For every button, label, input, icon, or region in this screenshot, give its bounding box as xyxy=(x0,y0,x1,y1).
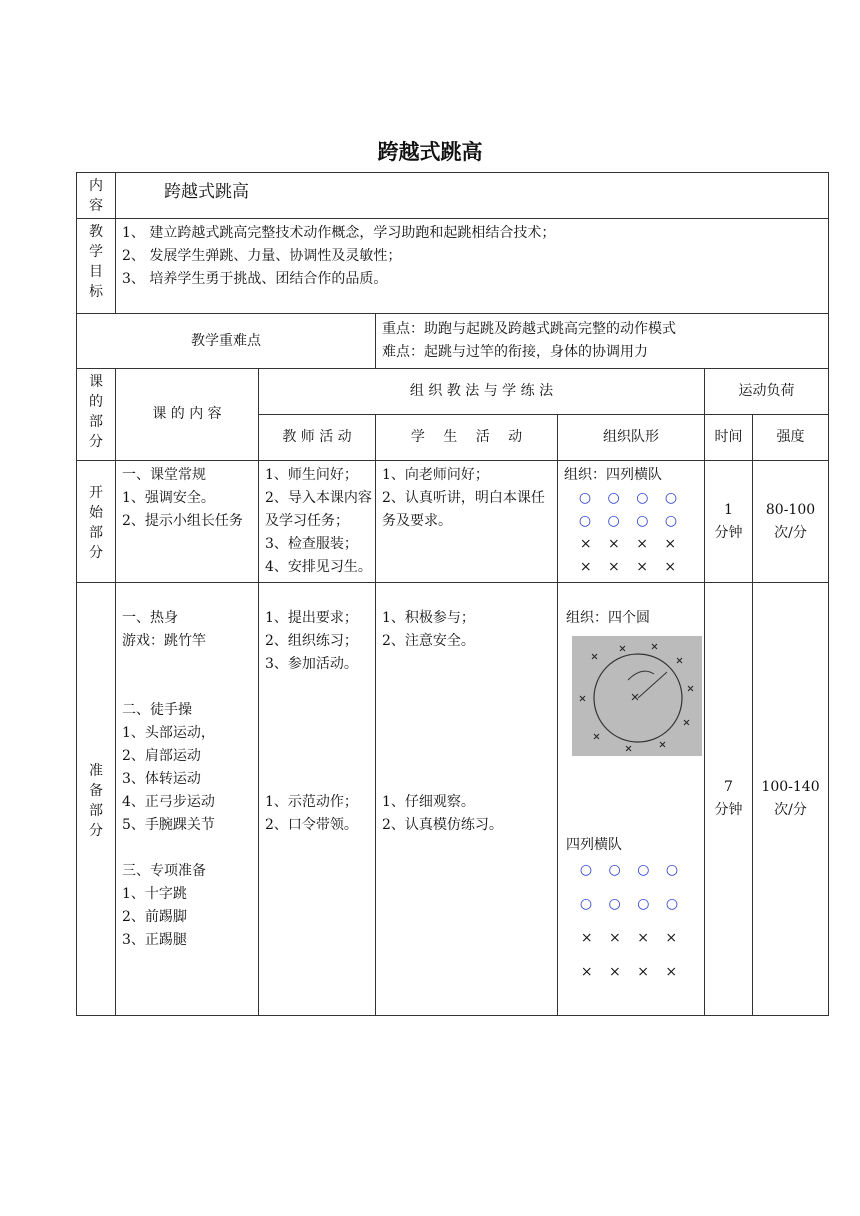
prep-part-label: 准 备 部 分 xyxy=(77,583,116,1016)
opening-teacher: 1、师生问好； 2、导入本课内容及学习任务； 3、检查服装； 4、安排见习生。 xyxy=(259,461,376,583)
circle-formation-diagram xyxy=(572,636,702,756)
part-header: 课 的 部 分 xyxy=(77,369,116,461)
goal-item: 1、 建立跨越式跳高完整技术动作概念，学习助跑和起跳相结合技术； xyxy=(122,225,556,241)
header-row-1 xyxy=(77,369,829,415)
prep-content: 一、热身 游戏：跳竹竿 二、徒手操 1、头部运动， 2、肩部运动 3、体转运动 4、正弓步运动 5、手腕踝关节 三、专项准备 1、十字跳 2、前踢脚 3、正踢腿 xyxy=(116,583,259,1016)
opening-content: 一、课堂常规 1、强调安全。 2、提示小组长任务 xyxy=(116,461,259,583)
goals-row xyxy=(77,219,829,314)
opening-row xyxy=(77,461,829,583)
formation-row-circles: ○ ○ ○ ○ xyxy=(578,513,684,529)
content-header: 课 的 内 容 xyxy=(116,369,259,461)
student-header: 学 生 活 动 xyxy=(376,415,558,461)
opening-formation: 组织：四列横队 ○ ○ ○ ○ ○ ○ ○ ○ × × × × × × × × xyxy=(558,461,705,583)
four-circles-photo xyxy=(572,636,702,756)
prep-formation: 组织：四个圆 四列横队 ○ ○ ○ ○ ○ ○ ○ ○ × × × × × × × × xyxy=(558,583,705,1016)
prep-time: 7 分钟 xyxy=(705,583,753,1016)
formation-row-crosses: × × × × xyxy=(579,559,683,575)
formation-row-crosses: × × × × xyxy=(580,964,684,980)
key-points: 重点：助跑与起跳及跨越式跳高完整的动作模式 难点：起跳与过竿的衔接，身体的协调用力 xyxy=(376,314,829,369)
formation-row-crosses: × × × × xyxy=(580,930,684,946)
goal-label: 教 学 目 标 xyxy=(77,219,116,314)
key-label: 教学重难点 xyxy=(77,314,376,369)
content-row xyxy=(77,173,829,219)
formation-row-circles: ○ ○ ○ ○ xyxy=(579,896,685,912)
formation-row-circles: ○ ○ ○ ○ xyxy=(578,490,684,506)
content-value: 跨越式跳高 xyxy=(116,173,829,219)
load-header: 运动负荷 xyxy=(705,369,829,415)
prep-intensity: 100-140 次/分 xyxy=(753,583,829,1016)
method-header: 组 织 教 法 与 学 练 法 xyxy=(259,369,705,415)
intensity-header: 强度 xyxy=(753,415,829,461)
goals-list xyxy=(116,219,829,314)
page-title: 跨越式跳高 xyxy=(377,140,483,164)
time-header: 时间 xyxy=(705,415,753,461)
prep-row xyxy=(77,583,829,1016)
formation-row-circles: ○ ○ ○ ○ xyxy=(579,862,685,878)
goal-item: 3、 培养学生勇于挑战、团结合作的品质。 xyxy=(122,271,388,287)
opening-time: 1 分钟 xyxy=(705,461,753,583)
lesson-plan-table xyxy=(76,172,829,1016)
content-label: 内 容 xyxy=(77,173,116,219)
key-points-row xyxy=(77,314,829,369)
prep-teacher: 1、提出要求； 2、组织练习； 3、参加活动。 1、示范动作； 2、口令带领。 xyxy=(259,583,376,1016)
prep-student: 1、积极参与； 2、注意安全。 1、仔细观察。 2、认真模仿练习。 xyxy=(376,583,558,1016)
opening-student: 1、向老师问好； 2、认真听讲，明白本课任务及要求。 xyxy=(376,461,558,583)
opening-intensity: 80-100 次/分 xyxy=(753,461,829,583)
formation-row-crosses: × × × × xyxy=(579,536,683,552)
goal-item: 2、 发展学生弹跳、力量、协调性及灵敏性； xyxy=(122,248,402,264)
opening-part-label: 开 始 部 分 xyxy=(77,461,116,583)
formation-header: 组织队形 xyxy=(558,415,705,461)
teacher-header: 教 师 活 动 xyxy=(259,415,376,461)
